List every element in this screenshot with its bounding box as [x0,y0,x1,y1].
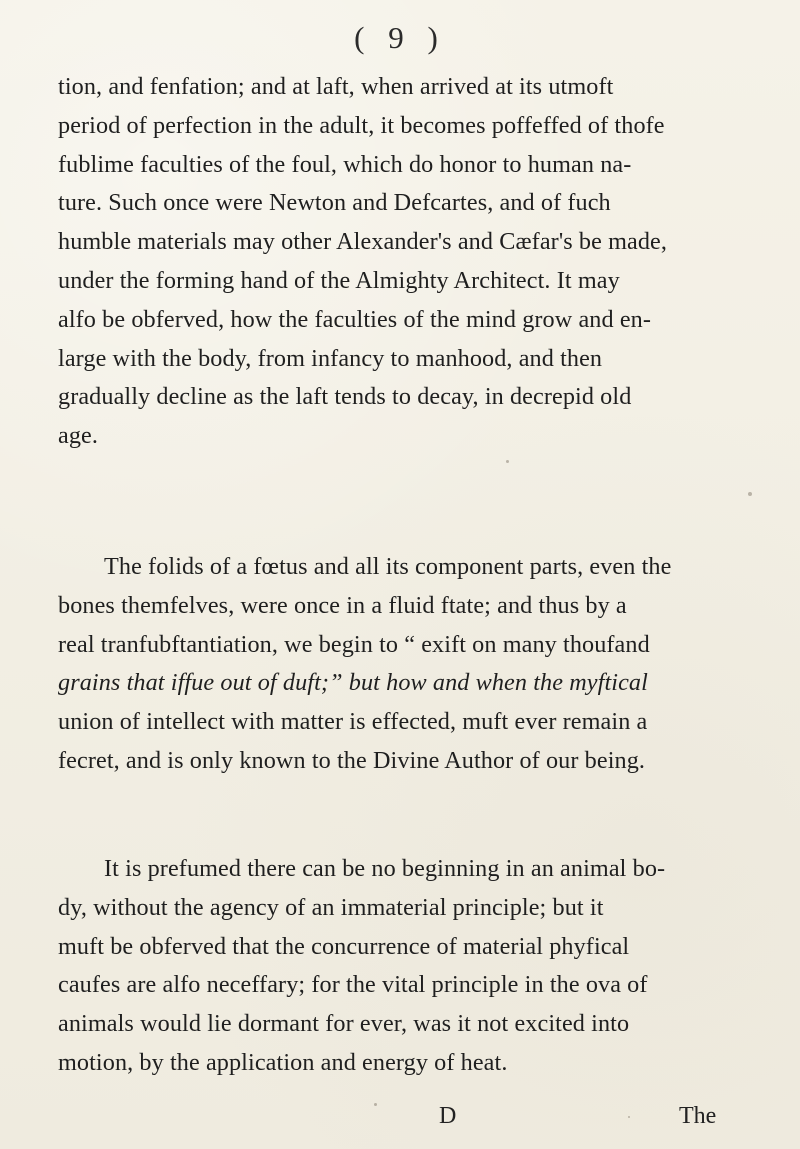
paragraph-3 [58,850,750,1083]
paragraph-1-line-3: fublime faculties of the foul, which do honor to human na- [58,150,632,178]
paragraph-2-line-2: bones themfelves, were once in a fluid ftate; and thus by a [58,591,627,619]
paragraph-2 [58,548,750,781]
paragraph-3-line-6: motion, by the application and energy of heat. [58,1048,508,1076]
paragraph-3-line-3: muft be obferved that the concurrence of material phyfical [58,932,630,960]
paragraph-2-line-1: The folids of a fœtus and all its component parts, even the [104,553,672,580]
paragraph-1 [58,68,750,456]
paper-speck [506,460,509,463]
paragraph-1-line-5: humble materials may other Alexander's and Cæfar's be made, [58,228,668,256]
signature-mark: D [439,1103,457,1129]
paper-speck [748,492,752,496]
paragraph-1-line-4: ture. Such once were Newton and Defcartes, and of fuch [58,189,611,217]
paragraph-3-line-4: caufes are alfo neceffary; for the vital principle in the ova of [58,971,648,999]
paragraph-1-line-6: under the forming hand of the Almighty Architect. It may [58,266,620,294]
paragraph-1-line-10: age. [58,422,99,450]
paragraph-3-line-5: animals would lie dormant for ever, was it not excited into [58,1010,630,1038]
paragraph-1-line-2: period of perfection in the adult, it becomes poffeffed of thofe [58,111,665,139]
paragraph-2-line-4: grains that iffue out of duft;” but how and when the myftical [58,669,648,697]
paragraph-2-line-6: fecret, and is only known to the Divine Author of our being. [58,746,646,774]
paragraph-1-line-7: alfo be obferved, how the faculties of the mind grow and en- [58,305,652,333]
paragraph-2-line-5: union of intellect with matter is effected, muft ever remain a [58,708,648,736]
paper-speck [374,1103,377,1106]
paragraph-1-line-9: gradually decline as the laft tends to decay, in decrepid old [58,383,632,411]
paragraph-1-line-1: tion, and fenfation; and at laft, when arrived at its utmoft [58,73,614,100]
paragraph-1-line-8: large with the body, from infancy to manhood, and then [58,344,603,372]
paragraph-2-line-3: real tranfubftantiation, we begin to “ exift on many thoufand [58,630,650,658]
paragraph-3-line-2: dy, without the agency of an immaterial principle; but it [58,893,604,921]
paragraph-3-line-1: It is prefumed there can be no beginning in an animal bo- [104,855,666,882]
paper-speck [628,1116,630,1118]
page-number: ( 9 ) [354,20,446,55]
catchword: The [679,1103,717,1129]
